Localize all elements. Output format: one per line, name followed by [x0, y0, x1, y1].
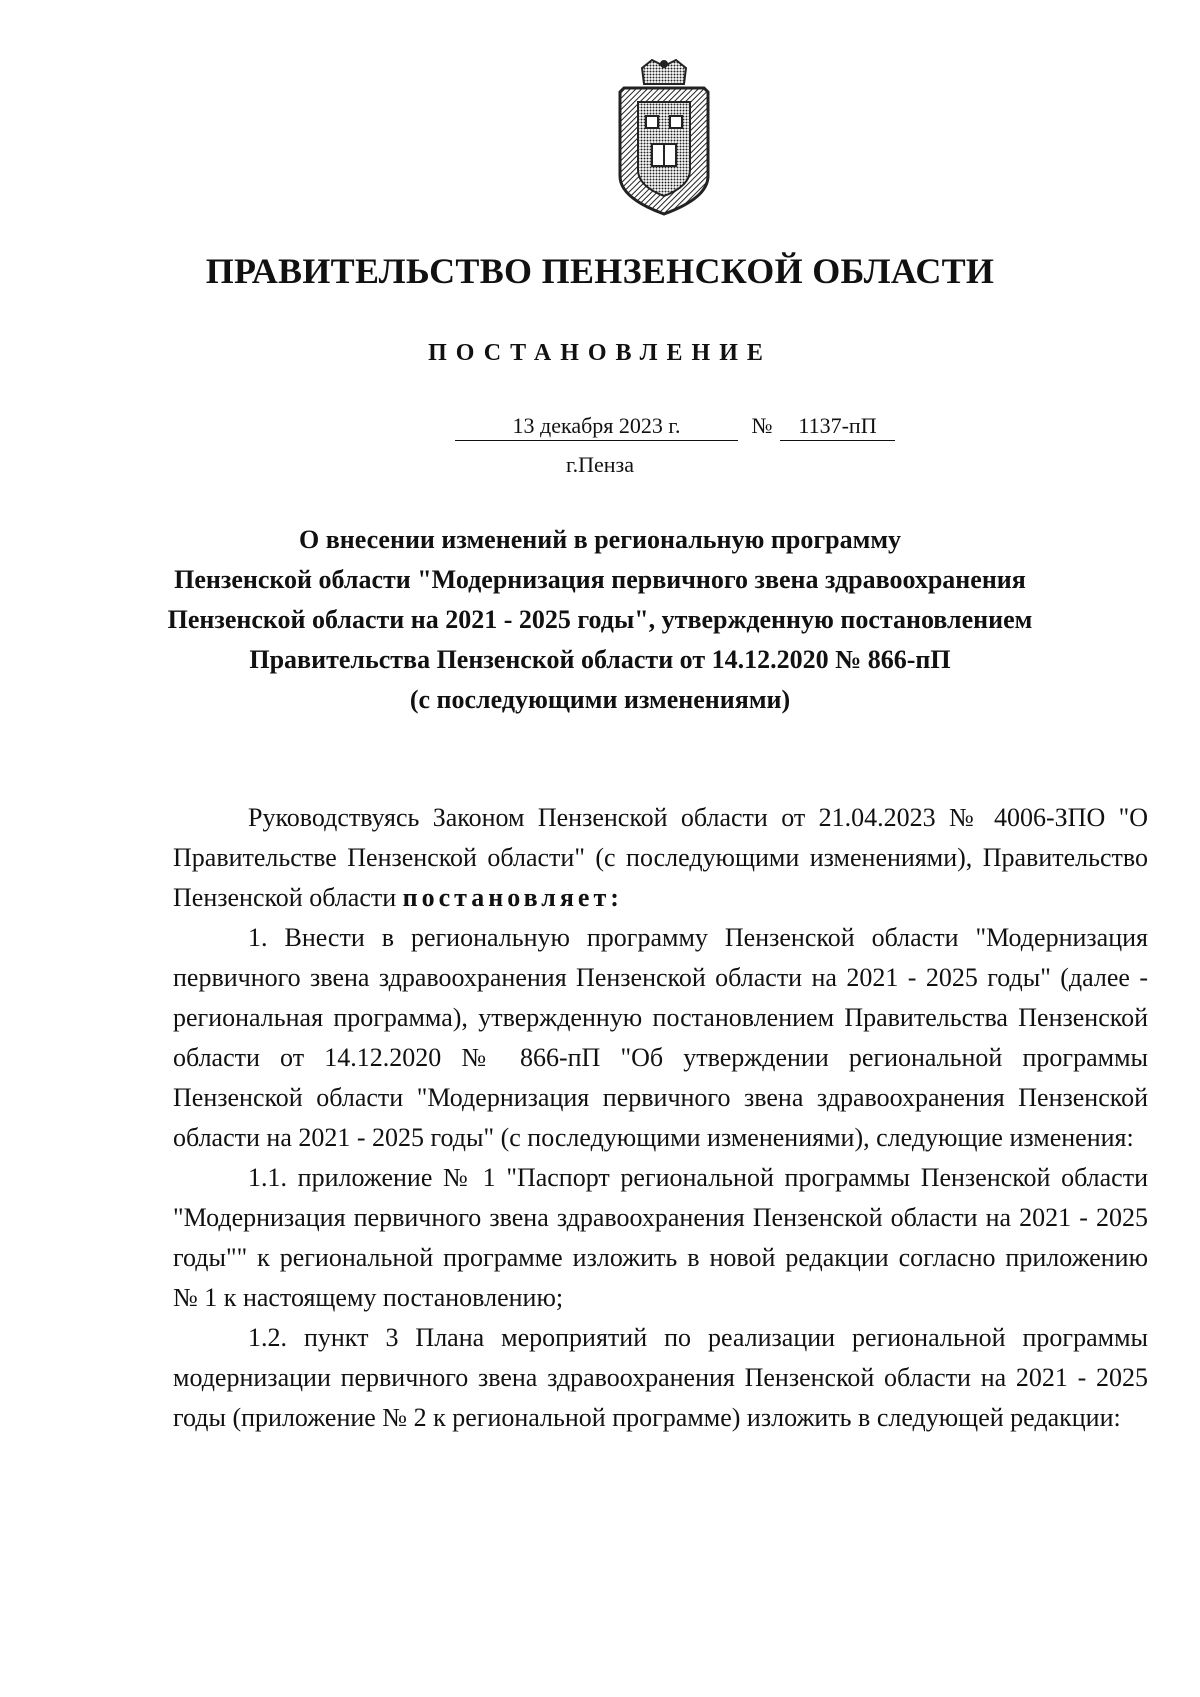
- city: г.Пенза: [566, 452, 634, 477]
- decree-word: постановляет:: [402, 883, 623, 912]
- document-date: 13 декабря 2023 г.: [455, 412, 738, 441]
- number-sign: №: [751, 413, 773, 438]
- document-body: [173, 798, 1148, 1438]
- document-subject: [150, 520, 1050, 720]
- paragraph-1: 1. Внести в региональную программу Пензенской области "Модернизация первичного звена здравоохранения Пензенской области на 2021 - 2025 годы" (далее - региональная программа), утвержденную постановлением Правительства Пензенской области от 14.12.2020 № 866-пП "Об утверждении региональной программы Пензенской области "Модернизация первичного звена здравоохранения Пензенской области на 2021 - 2025 годы" (с последующими изменениями), следующие изменения:: [173, 923, 1148, 1152]
- subject-line: Правительства Пензенской области от 14.12.2020 № 866-пП: [249, 645, 951, 674]
- subject-line: Пензенской области на 2021 - 2025 годы", утвержденную постановлением: [167, 605, 1033, 634]
- document-type: ПОСТАНОВЛЕНИЕ: [428, 340, 772, 366]
- coat-of-arms-icon: [604, 58, 724, 218]
- document-number: 1137-пП: [780, 412, 895, 441]
- subject-line: (с последующими изменениями): [409, 685, 791, 714]
- date-number-line: [0, 412, 1200, 442]
- intro-paragraph: [173, 798, 1148, 918]
- paragraph-1-2: 1.2. пункт 3 Плана мероприятий по реализации региональной программы модернизации первичного звена здравоохранения Пензенской области на 2021 - 2025 годы (приложение № 2 к региональной программе) изложить в следующей редакции:: [173, 1323, 1148, 1432]
- intro-text: Руководствуясь Законом Пензенской области от 21.04.2023 № 4006-ЗПО "О Правительстве Пензенской области" (с последующими изменениями), Правительство Пензенской области: [173, 803, 1148, 912]
- subject-line: Пензенской области "Модернизация первичного звена здравоохранения: [174, 565, 1026, 594]
- subject-line: О внесении изменений в региональную программу: [298, 525, 902, 554]
- government-title: ПРАВИТЕЛЬСТВО ПЕНЗЕНСКОЙ ОБЛАСТИ: [205, 251, 995, 291]
- paragraph-1-1: 1.1. приложение № 1 "Паспорт региональной программы Пензенской области "Модернизация первичного звена здравоохранения Пензенской области на 2021 - 2025 годы"" к региональной программе изложить в новой редакции согласно приложению № 1 к настоящему постановлению;: [173, 1163, 1148, 1312]
